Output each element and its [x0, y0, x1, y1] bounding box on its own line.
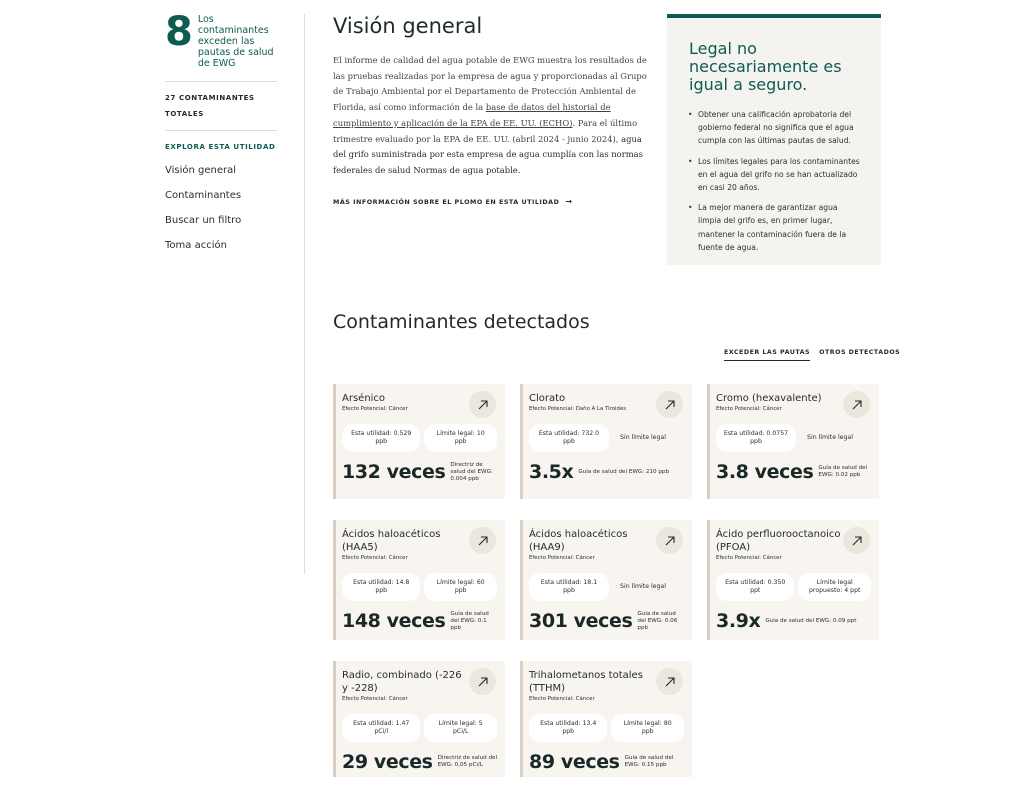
ewg-guideline: Directriz de salud del EWG: 0,05 pCi/L [437, 755, 497, 768]
exceed-factor-row [529, 461, 684, 483]
ewg-guideline: Guía de salud del EWG: 210 ppb [578, 468, 670, 475]
contaminant-card[interactable] [333, 661, 505, 777]
level-pills [342, 573, 497, 601]
arrow-right-icon: → [565, 196, 573, 206]
arrow-up-right-icon [477, 399, 489, 411]
legal-limit: Límite legal propuesto: 4 ppt [798, 573, 871, 601]
overview-title: Visión general [333, 14, 483, 38]
utility-level: Esta utilidad: 0.529 ppb [342, 424, 420, 452]
contaminant-name: Arsénico [342, 393, 386, 404]
contaminant-effect: Efecto Potencial: Cáncer [342, 555, 408, 561]
nav-overview[interactable]: Visión general [165, 165, 237, 176]
overview-section [333, 14, 649, 206]
total-contaminants: 27 CONTAMINANTES TOTALES [165, 82, 277, 131]
exceed-summary [165, 9, 277, 82]
level-pills [529, 573, 684, 601]
contaminant-card[interactable] [520, 384, 692, 499]
exceed-factor-row [716, 610, 871, 632]
lead-info-link[interactable] [333, 197, 649, 206]
overview-text-3: agua del grifo suministrada por esta empresa de agua cumplía con las normas federales de salud Normas de agua potable. [333, 133, 643, 175]
legal-limit: Límite legal: 60 ppb [424, 573, 497, 601]
legal-limit: Sin límite legal [620, 434, 666, 441]
contaminant-tabs [724, 349, 900, 361]
contaminant-name: Cromo (hexavalente) [716, 393, 822, 404]
callout-bullet: • La mejor manera de garantizar agua limpia del grifo es, en primer lugar, mantener la contaminación fuera de la fuente de agua. [689, 201, 861, 254]
open-detail-button[interactable] [469, 391, 496, 418]
utility-level: Esta utilidad: 0.350 ppt [716, 573, 794, 601]
level-pills [342, 424, 497, 452]
open-detail-button[interactable] [656, 668, 683, 695]
echo-database-link[interactable]: base de datos del historial de cumplimiento y aplicación de la EPA de EE. UU. (ECHO) [333, 102, 611, 128]
level-pills [529, 714, 684, 742]
contaminant-card[interactable] [520, 520, 692, 640]
arrow-up-right-icon [664, 535, 676, 547]
exceed-factor: 29 veces [342, 751, 433, 773]
contaminant-card[interactable] [520, 661, 692, 777]
contaminant-card[interactable] [333, 520, 505, 640]
nav-contaminants[interactable]: Contaminantes [165, 190, 242, 201]
exceed-factor: 148 veces [342, 610, 446, 632]
explore-heading: EXPLORA ESTA UTILIDAD [165, 143, 276, 151]
arrow-up-right-icon [477, 535, 489, 547]
utility-level: Esta utilidad: 13.4 ppb [529, 714, 607, 742]
open-detail-button[interactable] [843, 527, 870, 554]
lead-info-label: MÁS INFORMACIÓN SOBRE EL PLOMO EN ESTA UTILIDAD [333, 197, 560, 206]
utility-level: Esta utilidad: 0.0757 ppb [716, 424, 796, 452]
open-detail-button[interactable] [469, 527, 496, 554]
contaminant-name: Trihalometanos totales (TTHM) [529, 670, 643, 694]
legal-limit: Límite legal: 10 ppb [424, 424, 497, 452]
ewg-guideline: Guía de salud del EWG: 0.15 ppb [624, 755, 674, 768]
contaminant-effect: Efecto Potencial: Daño A La Tiroides [529, 406, 627, 412]
contaminant-card[interactable] [707, 384, 879, 499]
exceed-factor: 301 veces [529, 610, 633, 632]
open-detail-button[interactable] [469, 668, 496, 695]
contaminant-effect: Efecto Potencial: Cáncer [716, 406, 782, 412]
exceed-factor: 3.9x [716, 610, 761, 632]
exceed-summary-text: Los contaminantes exceden las pautas de salud de EWG [197, 14, 274, 69]
contaminant-card[interactable] [333, 384, 505, 499]
arrow-up-right-icon [851, 399, 863, 411]
tab-other-detected[interactable]: OTROS DETECTADOS [819, 349, 901, 356]
nav-find-filter[interactable]: Buscar un filtro [165, 215, 242, 226]
level-pills [529, 424, 684, 452]
legal-callout [667, 14, 881, 265]
contaminant-effect: Efecto Potencial: Cáncer [529, 555, 595, 561]
callout-bullet: • Los límites legales para los contaminantes en el agua del grifo no se han actualizado en casi 20 años. [689, 155, 861, 195]
exceed-factor-row [716, 461, 871, 483]
contaminants-title: Contaminantes detectados [333, 311, 590, 333]
exceed-factor-row [342, 610, 497, 632]
legal-limit: Límite legal: 5 pCi/L [424, 714, 497, 742]
overview-text-2: . Para el último trimestre evaluado por la EPA de EE. UU. (abril 2024 - junio 2024), [333, 117, 638, 144]
contaminant-name: Ácidos haloacéticos (HAA9) [529, 529, 628, 553]
utility-level: Esta utilidad: 1.47 pCi/l [342, 714, 420, 742]
arrow-up-right-icon [664, 676, 676, 688]
arrow-up-right-icon [664, 399, 676, 411]
sidebar-divider [304, 14, 305, 574]
contaminant-card[interactable] [707, 520, 879, 640]
overview-paragraph [333, 53, 649, 179]
callout-list [689, 108, 861, 254]
nav-take-action[interactable]: Toma acción [165, 240, 227, 251]
contaminant-name: Ácidos haloacéticos (HAA5) [342, 529, 441, 553]
exceed-factor: 3.8 veces [716, 461, 814, 483]
arrow-up-right-icon [851, 535, 863, 547]
open-detail-button[interactable] [656, 527, 683, 554]
contaminant-name: Clorato [529, 393, 566, 404]
contaminant-name: Ácido perfluorooctanoico (PFOA) [716, 529, 841, 553]
contaminant-name: Radio, combinado (-226 y -228) [342, 670, 462, 694]
ewg-guideline: Guía de salud del EWG: 0.02 ppb [818, 465, 868, 478]
callout-title: Legal no necesariamente es igual a seguro. [689, 39, 842, 94]
tab-exceed-guidelines[interactable]: EXCEDER LAS PAUTAS [724, 349, 810, 361]
legal-limit: Sin límite legal [620, 583, 666, 590]
exceed-factor: 89 veces [529, 751, 620, 773]
contaminant-effect: Efecto Potencial: Cáncer [716, 555, 782, 561]
contaminant-effect: Efecto Potencial: Cáncer [342, 696, 408, 702]
utility-level: Esta utilidad: 732.0 ppb [529, 424, 609, 452]
contaminant-effect: Efecto Potencial: Cáncer [529, 696, 595, 702]
legal-limit: Límite legal: 80 ppb [611, 714, 684, 742]
open-detail-button[interactable] [843, 391, 870, 418]
utility-level: Esta utilidad: 18.1 ppb [529, 573, 609, 601]
sidebar [165, 9, 277, 251]
level-pills [716, 424, 871, 452]
legal-limit: Sin límite legal [807, 434, 853, 441]
exceed-factor-row [529, 610, 684, 632]
level-pills [342, 714, 497, 742]
ewg-guideline: Directriz de salud del EWG: 0.004 ppb [450, 461, 493, 482]
utility-level: Esta utilidad: 14.8 ppb [342, 573, 420, 601]
open-detail-button[interactable] [656, 391, 683, 418]
callout-bullet: • Obtener una calificación aprobatoria del gobierno federal no significa que el agua cumpla con las últimas pautas de salud. [689, 108, 861, 148]
exceed-factor-row [342, 461, 497, 483]
contaminant-effect: Efecto Potencial: Cáncer [342, 406, 408, 412]
level-pills [716, 573, 871, 601]
ewg-guideline: Guía de salud del EWG: 0.1 ppb [450, 610, 489, 631]
overview-text-1: El informe de calidad del agua potable de EWG muestra los resultados de las pruebas realizadas por la empresa de agua y proporcionadas al Grupo de Trabajo Ambiental por el Departamento de Protección Ambiental de Florida, así como información de la [333, 55, 647, 113]
exceed-factor-row [529, 751, 684, 773]
exceed-factor: 132 veces [342, 461, 446, 483]
arrow-up-right-icon [477, 676, 489, 688]
exceed-factor: 3.5x [529, 461, 574, 483]
exceed-count: 8 [165, 9, 193, 55]
exceed-factor-row [342, 751, 497, 773]
ewg-guideline: Guía de salud del EWG: 0.09 ppt [765, 617, 857, 624]
ewg-guideline: Guía de salud del EWG: 0.06 ppb [637, 610, 678, 631]
